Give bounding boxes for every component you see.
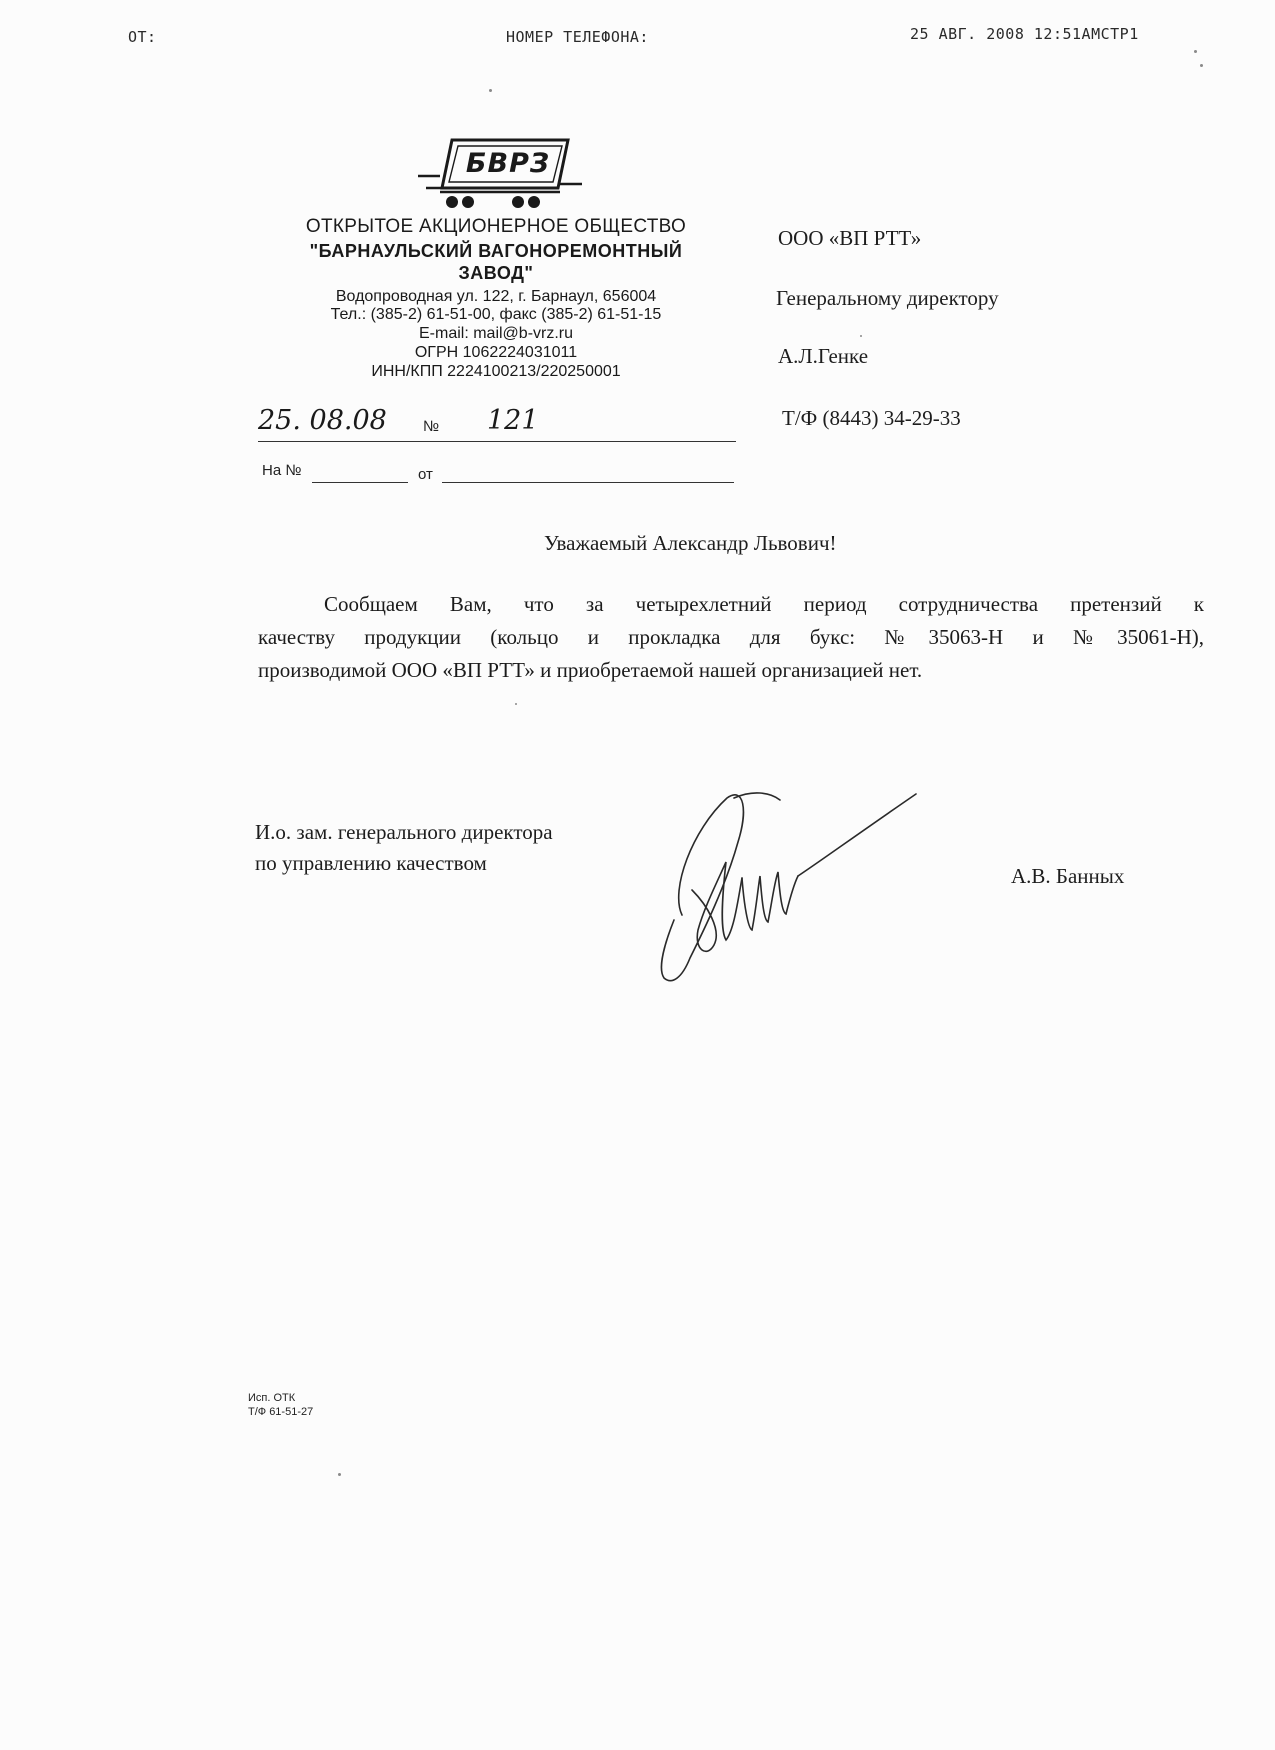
org-email: E-mail: mail@b-vrz.ru (418, 325, 574, 342)
fax-from-label: ОТ: (128, 28, 157, 46)
fax-timestamp (910, 25, 1139, 43)
executor-phone: Т/Ф 61-51-27 (248, 1406, 314, 1418)
recipient-name: А.Л.Генке (778, 344, 869, 368)
fax-phone-label: НОМЕР ТЕЛЕФОНА: (506, 28, 649, 46)
scan-speck (1194, 50, 1197, 53)
recipient-position: Генеральному директору (776, 286, 999, 310)
body-line-2: качеству продукции (кольцо и прокладка для букс: №35063-Н и №35061-Н), (258, 625, 1204, 649)
org-inn-kpp: ИНН/КПП 2224100213/220250001 (371, 363, 621, 380)
outgoing-number: 121 (487, 405, 539, 436)
executor-department: Исп. ОТК (248, 1392, 296, 1404)
recipient-phone: Т/Ф (8443) 34-29-33 (782, 406, 961, 430)
outgoing-number-label: № (423, 418, 440, 435)
scan-speck (515, 703, 517, 705)
fax-page: СТР1 (1100, 25, 1139, 43)
fax-datetime: 25 АВГ. 2008 12:51АМ (910, 25, 1101, 43)
outgoing-date: 25. 08.08 (258, 405, 387, 436)
scan-speck (1200, 64, 1203, 67)
org-address: Водопроводная ул. 122, г. Барнаул, 656004 (335, 288, 657, 305)
org-name-line2: ЗАВОД" (458, 263, 534, 283)
body-line-1: Сообщаем Вам, что за четырехлетний период сотрудничества претензий к (324, 592, 1204, 616)
reference-from-label: от (418, 466, 433, 483)
scan-speck (489, 89, 492, 92)
company-logo (410, 132, 590, 212)
signature-graphic (652, 780, 932, 990)
signatory-title-line2: по управлению качеством (255, 851, 487, 875)
reference-number-label: На № (262, 462, 302, 479)
org-phone-fax: Тел.: (385-2) 61-51-00, факс (385-2) 61-51-15 (330, 306, 662, 323)
reference-from-line (442, 482, 734, 483)
reference-number-line (312, 482, 408, 483)
body-line-3: производимой ООО «ВП РТТ» и приобретаемой нашей организацией нет. (258, 658, 923, 682)
scan-speck (860, 335, 862, 337)
org-name-line1: "БАРНАУЛЬСКИЙ ВАГОНОРЕМОНТНЫЙ (309, 241, 683, 261)
outgoing-line (258, 441, 736, 442)
recipient-company: ООО «ВП РТТ» (778, 226, 922, 250)
executor-note (248, 1391, 313, 1419)
letter-body (258, 588, 1204, 687)
handwritten-signature (652, 780, 932, 990)
letterhead-block (264, 216, 728, 381)
logo-text: БВРЗ (465, 148, 551, 179)
signatory-name: А.В. Банных (1011, 864, 1125, 888)
scan-speck (338, 1473, 341, 1476)
org-type: ОТКРЫТОЕ АКЦИОНЕРНОЕ ОБЩЕСТВО (305, 216, 687, 237)
salutation: Уважаемый Александр Львович! (544, 531, 837, 555)
org-ogrn: ОГРН 1062224031011 (414, 344, 578, 361)
signatory-title-line1: И.о. зам. генерального директора (255, 820, 553, 844)
